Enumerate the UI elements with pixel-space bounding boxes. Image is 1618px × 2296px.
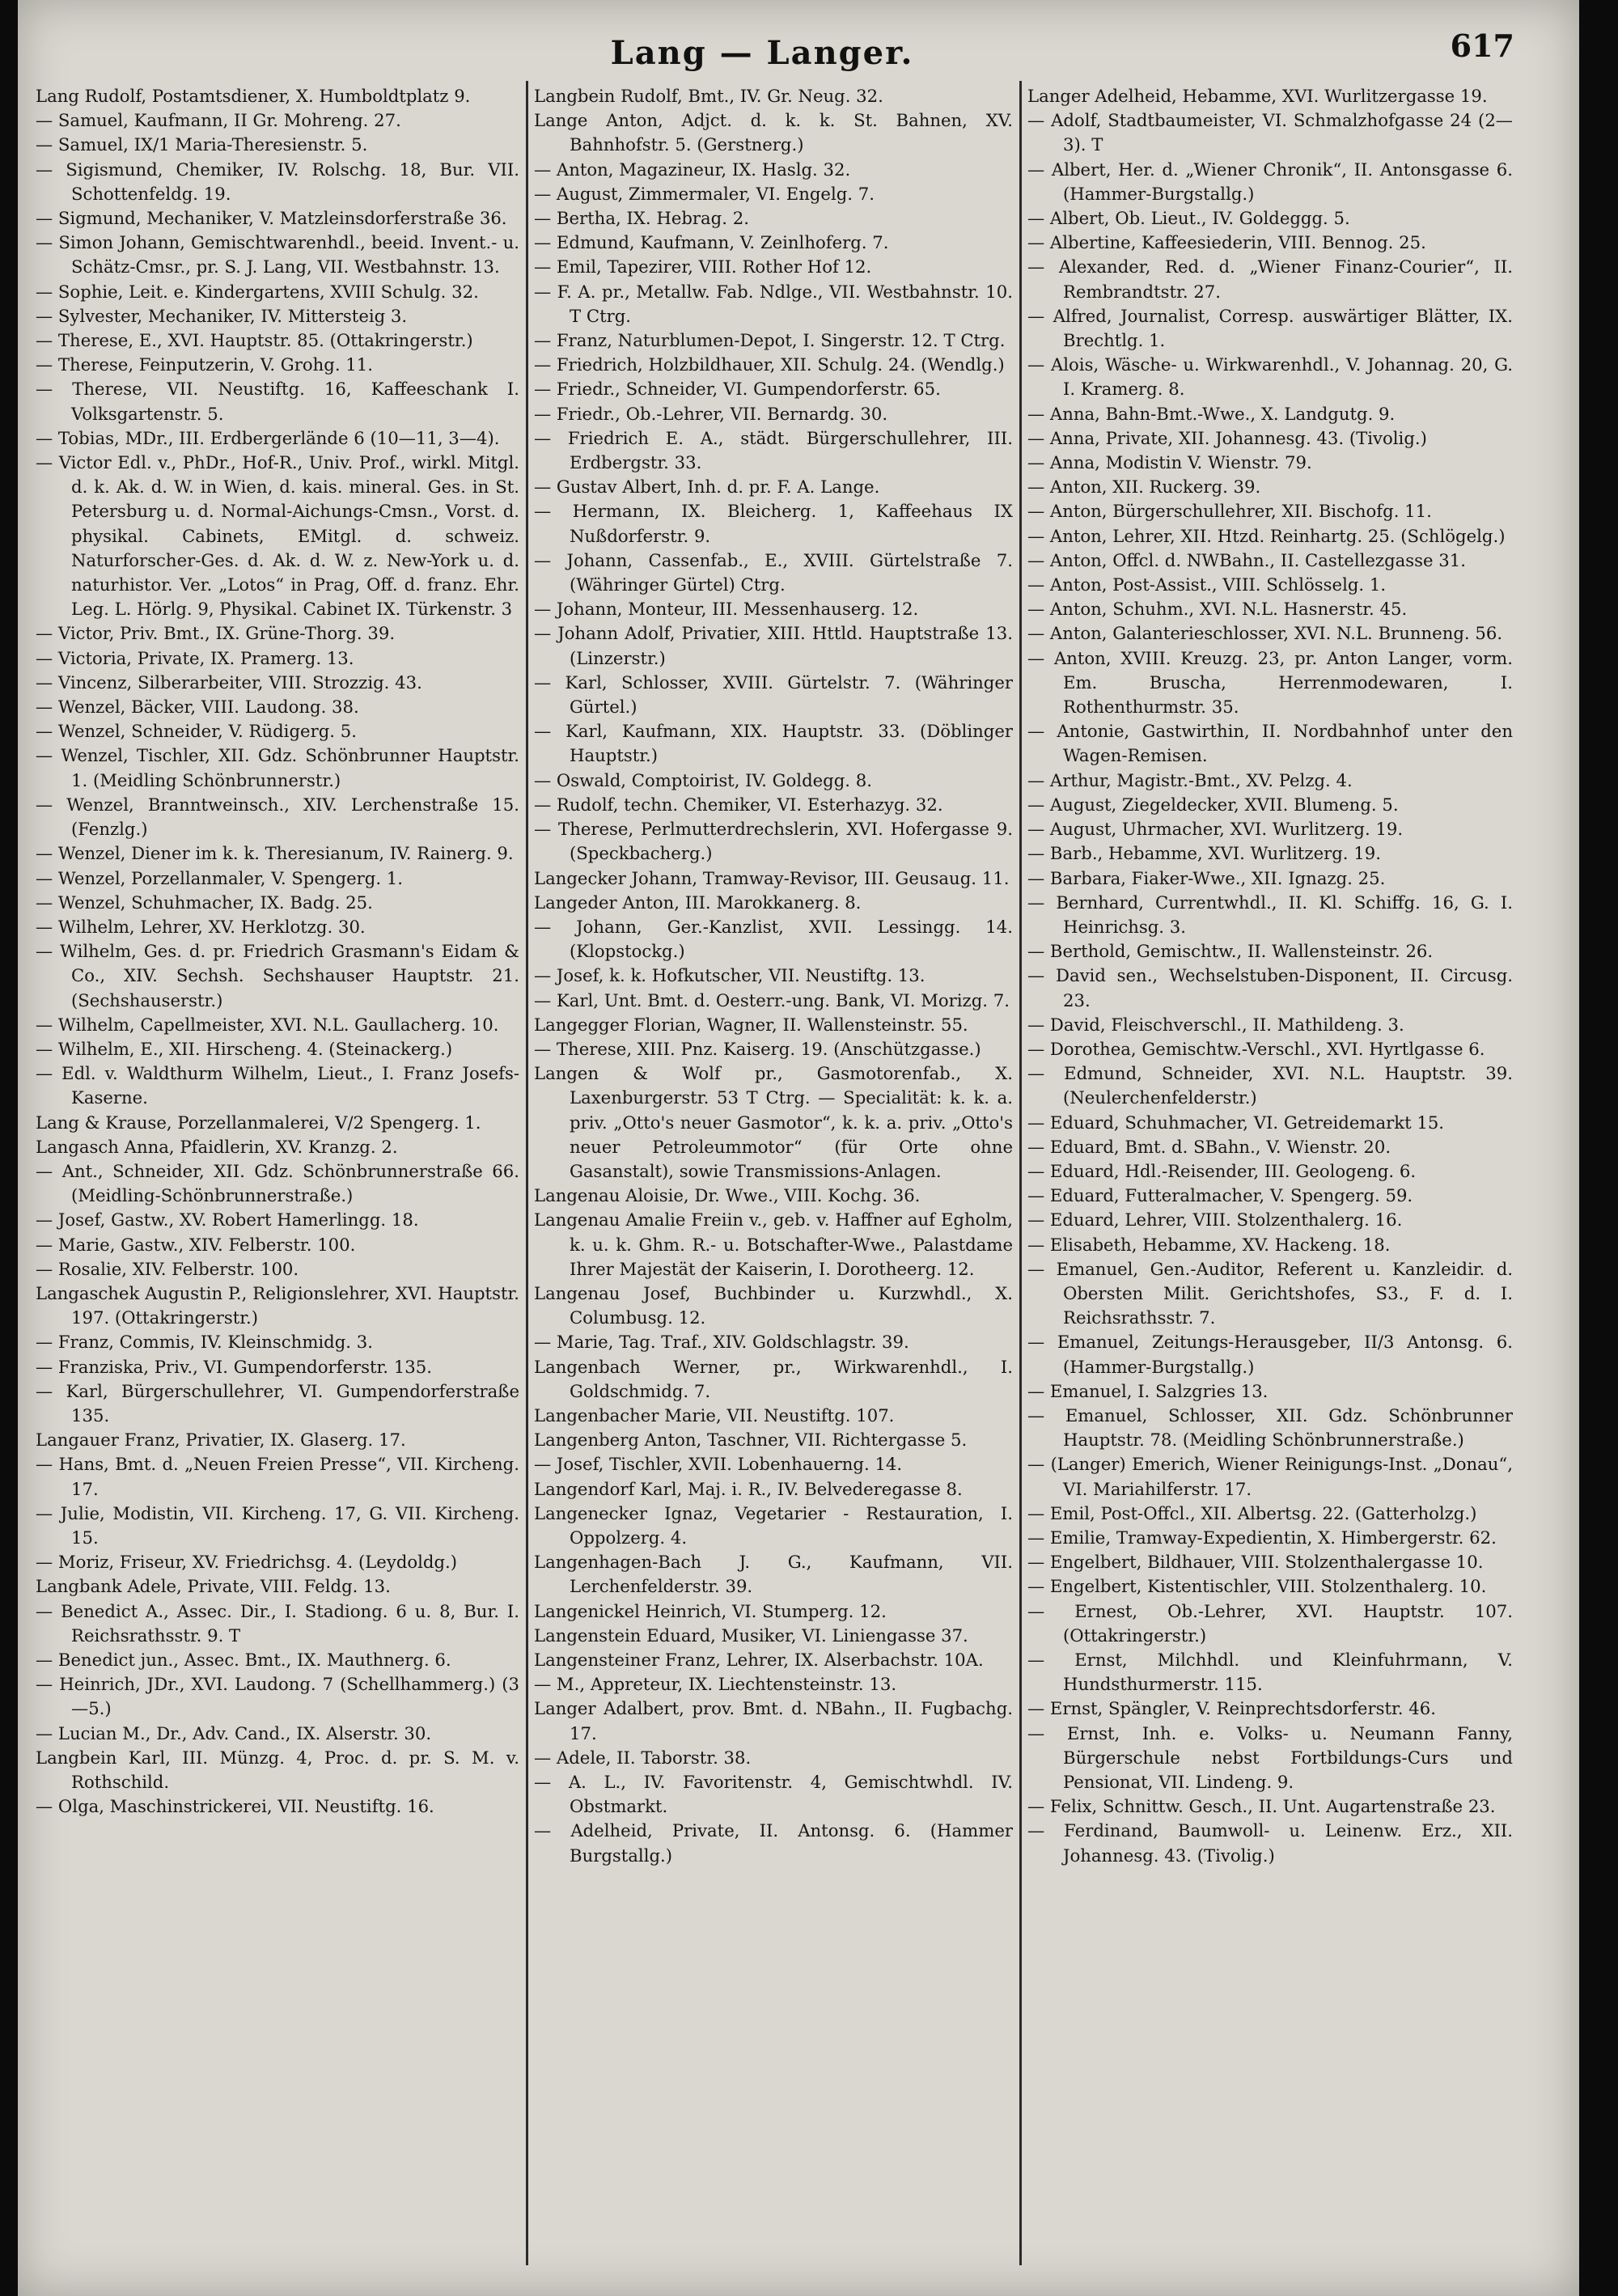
directory-entry: — Wilhelm, Ges. d. pr. Friedrich Grasmann's Eidam & Co., XIV. Sechsh. Sechshauser Hauptstr. 21. (Sechshauserstr.) <box>36 941 519 1010</box>
directory-entry: — Therese, Feinputzerin, V. Grohg. 11. <box>36 354 373 375</box>
directory-entry: — Antonie, Gastwirthin, II. Nordbahnhof unter den Wagen-Remisen. <box>1027 721 1513 766</box>
directory-entry: — Felix, Schnittw. Gesch., II. Unt. Augartenstraße 23. <box>1027 1796 1496 1817</box>
page-number: 617 <box>1450 28 1514 64</box>
directory-entry: — A. L., IV. Favoritenstr. 4, Gemischtwhdl. IV. Obstmarkt. <box>534 1772 1013 1817</box>
directory-entry: — M., Appreteur, IX. Liechtensteinstr. 13. <box>534 1674 897 1695</box>
directory-entry: — Ernst, Spängler, V. Reinprechtsdorferstr. 46. <box>1027 1698 1436 1719</box>
directory-entry: — Vincenz, Silberarbeiter, VIII. Strozzig. 43. <box>36 671 422 693</box>
directory-entry: Langenstein Eduard, Musiker, VI. Liniengasse 37. <box>534 1625 968 1646</box>
directory-entry: — Emanuel, Gen.-Auditor, Referent u. Kanzleidir. d. Obersten Milit. Gerichtshofes, S3., F. d. I. Reichsrathsstr. 7. <box>1027 1258 1513 1328</box>
directory-entry: — Barbara, Fiaker-Wwe., XII. Ignazg. 25. <box>1027 867 1386 888</box>
directory-page <box>18 0 1579 2296</box>
directory-entry: — Bertha, IX. Hebrag. 2. <box>534 208 749 229</box>
directory-entry: — Anton, Magazineur, IX. Haslg. 32. <box>534 159 851 180</box>
directory-entry: — Oswald, Comptoirist, IV. Goldegg. 8. <box>534 769 872 790</box>
directory-entry: — Anton, XVIII. Kreuzg. 23, pr. Anton Langer, vorm. Em. Bruscha, Herrenmodewaren, I. Rothenthurmstr. 35. <box>1027 647 1513 718</box>
directory-entry: — Benedict jun., Assec. Bmt., IX. Mauthnerg. 6. <box>36 1650 451 1670</box>
directory-entry: — Karl, Bürgerschullehrer, VI. Gumpendorferstraße 135. <box>36 1380 519 1425</box>
directory-entry: — Sigismund, Chemiker, IV. Rolschg. 18, Bur. VII. Schottenfeldg. 19. <box>36 159 519 204</box>
directory-entry: Langauer Franz, Privatier, IX. Glaserg. 17. <box>36 1430 406 1451</box>
directory-entry: — Emil, Tapezirer, VIII. Rother Hof 12. <box>534 256 872 277</box>
directory-entry: — Bernhard, Currentwhdl., II. Kl. Schiffg. 16, G. I. Heinrichsg. 3. <box>1027 892 1513 937</box>
directory-entry: — Therese, E., XVI. Hauptstr. 85. (Ottakringerstr.) <box>36 330 473 351</box>
directory-entry: — Alois, Wäsche- u. Wirkwarenhdl., V. Johannag. 20, G. I. Kramerg. 8. <box>1027 354 1513 400</box>
directory-entry: — Rudolf, techn. Chemiker, VI. Esterhazyg. 32. <box>534 794 943 815</box>
directory-entry: Langaschek Augustin P., Religionslehrer, XVI. Hauptstr. 197. (Ottakringerstr.) <box>36 1282 519 1328</box>
directory-entry: — Anton, XII. Ruckerg. 39. <box>1027 477 1261 498</box>
directory-entry: — Emanuel, Schlosser, XII. Gdz. Schönbrunner Hauptstr. 78. (Meidling Schönbrunnerstraße.) <box>1027 1404 1513 1451</box>
directory-entry: — Anton, Bürgerschullehrer, XII. Bischofg. 11. <box>1027 501 1432 522</box>
directory-entry: — Ernst, Inh. e. Volks- u. Neumann Fanny, Bürgerschule nebst Fortbildungs-Curs und Pensionat, VII. Lindeng. 9. <box>1027 1722 1513 1793</box>
directory-entry: — Julie, Modistin, VII. Kircheng. 17, G. VII. Kircheng. 15. <box>36 1502 519 1548</box>
directory-entry: Langer Adelheid, Hebamme, XVI. Wurlitzergasse 19. <box>1027 86 1488 106</box>
directory-entry: — Berthold, Gemischtw., II. Wallensteinstr. 26. <box>1027 941 1434 962</box>
directory-entry: — Ernest, Ob.-Lehrer, XVI. Hauptstr. 107. (Ottakringerstr.) <box>1027 1600 1513 1646</box>
directory-entry: Langen & Wolf pr., Gasmotorenfab., X. Laxenburgerstr. 53 T Ctrg. — Specialität: k. k. a. priv. „Otto's neuer Gasmotor“, k. k. a. priv. „Otto's neuer Petroleummotor“ (für Orte ohne Gasanstalt), sowie Transmissions-Anlagen. <box>534 1063 1013 1181</box>
directory-entry: — Edmund, Kaufmann, V. Zeinlhoferg. 7. <box>534 232 889 253</box>
directory-entry: — Josef, Gastw., XV. Robert Hamerlingg. 18. <box>36 1209 419 1231</box>
directory-entry: — Benedict A., Assec. Dir., I. Stadiong. 6 u. 8, Bur. I. Reichsrathsstr. 9. T <box>36 1600 519 1646</box>
directory-entry: — Johann, Cassenfab., E., XVIII. Gürtelstraße 7. (Währinger Gürtel) Ctrg. <box>534 549 1013 595</box>
directory-entry: — Karl, Schlosser, XVIII. Gürtelstr. 7. (Währinger Gürtel.) <box>534 671 1013 718</box>
directory-entry: — Elisabeth, Hebamme, XV. Hackeng. 18. <box>1027 1234 1391 1255</box>
directory-entry: — Sylvester, Mechaniker, IV. Mittersteig 3. <box>36 305 408 326</box>
directory-entry: — August, Uhrmacher, XVI. Wurlitzerg. 19. <box>1027 819 1404 840</box>
directory-entry: — Adolf, Stadtbaumeister, VI. Schmalzhofgasse 24 (2—3). T <box>1027 110 1513 155</box>
directory-entry: — Wenzel, Bäcker, VIII. Laudong. 38. <box>36 697 359 718</box>
directory-entry: — Emil, Post-Offcl., XII. Albertsg. 22. (Gatterholzg.) <box>1027 1502 1477 1523</box>
page-title: Lang — Langer. <box>610 34 914 72</box>
directory-entry: Langeder Anton, III. Marokkanerg. 8. <box>534 892 862 913</box>
directory-entry: — Victor Edl. v., PhDr., Hof-R., Univ. Prof., wirkl. Mitgl. d. k. Ak. d. W. in Wien, d. kais. mineral. Ges. in St. Petersburg u. d. Normal-Aichungs-Cmsn., Vorst. d. physikal. Cabinets, EMitgl. d. schweiz. Naturforscher-Ges. d. Ak. d. W. z. New-York u. d. naturhistor. Ver. „Lotos“ in Prag, Off. d. franz. Ehr. Leg. L. Hörlg. 9, Physikal. Cabinet IX. Türkenstr. 3 <box>36 452 519 620</box>
directory-entry: — Eduard, Futteralmacher, V. Spengerg. 59. <box>1027 1185 1413 1206</box>
directory-entry: — Karl, Unt. Bmt. d. Oesterr.-ung. Bank, VI. Morizg. 7. <box>534 989 1010 1010</box>
directory-entry: — Anton, Offcl. d. NWBahn., II. Castellezgasse 31. <box>1027 549 1466 570</box>
directory-entry: — August, Zimmermaler, VI. Engelg. 7. <box>534 183 875 204</box>
directory-entry: — Anton, Post-Assist., VIII. Schlösselg. 1. <box>1027 574 1387 595</box>
directory-entry: — Anna, Bahn-Bmt.-Wwe., X. Landgutg. 9. <box>1027 403 1396 424</box>
directory-entry: — Sophie, Leit. e. Kindergartens, XVIII Schulg. 32. <box>36 281 479 302</box>
directory-entry: — Wenzel, Branntweinsch., XIV. Lerchenstraße 15. (Fenzlg.) <box>36 794 519 840</box>
column-divider <box>526 81 528 2265</box>
column-divider <box>1019 81 1022 2265</box>
directory-entry: — Eduard, Bmt. d. SBahn., V. Wienstr. 20. <box>1027 1136 1391 1157</box>
directory-entry: — Friedrich, Holzbildhauer, XII. Schulg. 24. (Wendlg.) <box>534 354 1005 375</box>
directory-entry: — Dorothea, Gemischtw.-Verschl., XVI. Hyrtlgasse 6. <box>1027 1038 1485 1059</box>
directory-entry: — Albert, Her. d. „Wiener Chronik“, II. Antonsgasse 6. (Hammer-Burgstallg.) <box>1027 159 1513 204</box>
directory-entry: — F. A. pr., Metallw. Fab. Ndlge., VII. Westbahnstr. 10. T Ctrg. <box>534 281 1013 326</box>
directory-entry: Langbein Karl, III. Münzg. 4, Proc. d. pr. S. M. v. Rothschild. <box>36 1747 519 1793</box>
directory-entry: — Moriz, Friseur, XV. Friedrichsg. 4. (Leydoldg.) <box>36 1552 458 1573</box>
directory-entry: — Engelbert, Kistentischler, VIII. Stolzenthalerg. 10. <box>1027 1576 1487 1597</box>
directory-entry: — Engelbert, Bildhauer, VIII. Stolzenthalergasse 10. <box>1027 1552 1484 1573</box>
directory-entry: Langenecker Ignaz, Vegetarier - Restauration, I. Oppolzerg. 4. <box>534 1502 1013 1548</box>
directory-entry: — Emanuel, Zeitungs-Herausgeber, II/3 Antonsg. 6. (Hammer-Burgstallg.) <box>1027 1332 1513 1377</box>
directory-entry: — Adelheid, Private, II. Antonsg. 6. (Hammer Burgstallg.) <box>534 1820 1013 1866</box>
directory-entry: — Ferdinand, Baumwoll- u. Leinenw. Erz., XII. Johannesg. 43. (Tivolig.) <box>1027 1820 1513 1866</box>
directory-entry: — Wenzel, Tischler, XII. Gdz. Schönbrunner Hauptstr. 1. (Meidling Schönbrunnerstr.) <box>36 745 519 790</box>
directory-entry: Langenau Aloisie, Dr. Wwe., VIII. Kochg. 36. <box>534 1185 921 1206</box>
directory-entry: — Therese, Perlmutterdrechslerin, XVI. Hofergasse 9. (Speckbacherg.) <box>534 819 1013 864</box>
directory-entry: — Victoria, Private, IX. Pramerg. 13. <box>36 647 354 668</box>
directory-entry: — (Langer) Emerich, Wiener Reinigungs-Inst. „Donau“, VI. Mariahilferstr. 17. <box>1027 1454 1513 1499</box>
directory-entry: Langenbacher Marie, VII. Neustiftg. 107. <box>534 1404 895 1425</box>
column-2 <box>534 84 1013 2268</box>
directory-entry: — Gustav Albert, Inh. d. pr. F. A. Lange. <box>534 477 880 498</box>
directory-entry: — Wilhelm, Capellmeister, XVI. N.L. Gaullacherg. 10. <box>36 1014 499 1035</box>
directory-entry: — Rosalie, XIV. Felberstr. 100. <box>36 1258 299 1279</box>
directory-entry: Langbank Adele, Private, VIII. Feldg. 13. <box>36 1576 391 1597</box>
directory-entry: — Samuel, Kaufmann, II Gr. Mohreng. 27. <box>36 110 401 131</box>
directory-entry: — Wilhelm, Lehrer, XV. Herklotzg. 30. <box>36 916 366 937</box>
directory-entry: — Albertine, Kaffeesiederin, VIII. Bennog. 25. <box>1027 232 1426 253</box>
directory-entry: Langasch Anna, Pfaidlerin, XV. Kranzg. 2. <box>36 1136 398 1157</box>
directory-entry: — Wenzel, Schuhmacher, IX. Badg. 25. <box>36 892 373 913</box>
directory-entry: — August, Ziegeldecker, XVII. Blumeng. 5. <box>1027 794 1399 815</box>
directory-entry: — Heinrich, JDr., XVI. Laudong. 7 (Schellhammerg.) (3—5.) <box>36 1674 519 1719</box>
directory-entry: — Eduard, Lehrer, VIII. Stolzenthalerg. 16. <box>1027 1209 1403 1231</box>
directory-entry: Langenhagen-Bach J. G., Kaufmann, VII. Lerchenfelderstr. 39. <box>534 1552 1013 1597</box>
directory-entry: — Karl, Kaufmann, XIX. Hauptstr. 33. (Döblinger Hauptstr.) <box>534 721 1013 766</box>
directory-entry: Langenberg Anton, Taschner, VII. Richtergasse 5. <box>534 1430 968 1451</box>
directory-entry: — Eduard, Schuhmacher, VI. Getreidemarkt 15. <box>1027 1112 1445 1133</box>
directory-entry: — Johann Adolf, Privatier, XIII. Httld. Hauptstraße 13. (Linzerstr.) <box>534 623 1013 668</box>
directory-entry: — Tobias, MDr., III. Erdbergerlände 6 (10—11, 3—4). <box>36 427 500 448</box>
directory-entry: — Friedr., Ob.-Lehrer, VII. Bernardg. 30. <box>534 403 888 424</box>
directory-entry: — David, Fleischverschl., II. Mathildeng. 3. <box>1027 1014 1404 1035</box>
directory-entry: Langendorf Karl, Maj. i. R., IV. Belvederegasse 8. <box>534 1478 963 1499</box>
directory-entry: — Hans, Bmt. d. „Neuen Freien Presse“, VII. Kircheng. 17. <box>36 1454 519 1499</box>
page-header <box>50 23 1514 79</box>
directory-entry: Lange Anton, Adjct. d. k. k. St. Bahnen, XV. Bahnhofstr. 5. (Gerstnerg.) <box>534 110 1013 155</box>
directory-entry: — Josef, k. k. Hofkutscher, VII. Neustiftg. 13. <box>534 965 925 986</box>
directory-entry: — Marie, Tag. Traf., XIV. Goldschlagstr. 39. <box>534 1332 909 1353</box>
directory-entry: — Anton, Schuhm., XVI. N.L. Hasnerstr. 45. <box>1027 599 1408 620</box>
directory-entry: — Therese, XIII. Pnz. Kaiserg. 19. (Anschützgasse.) <box>534 1038 981 1059</box>
directory-entry: — Franziska, Priv., VI. Gumpendorferstr. 135. <box>36 1356 432 1377</box>
directory-entry: — Edl. v. Waldthurm Wilhelm, Lieut., I. Franz Josefs-Kaserne. <box>36 1063 519 1108</box>
directory-entry: — Therese, VII. Neustiftg. 16, Kaffeeschank I. Volksgartenstr. 5. <box>36 379 519 424</box>
directory-entry: Langenbach Werner, pr., Wirkwarenhdl., I. Goldschmidg. 7. <box>534 1356 1013 1401</box>
directory-entry: — Ant., Schneider, XII. Gdz. Schönbrunnerstraße 66. (Meidling-Schönbrunnerstraße.) <box>36 1160 519 1206</box>
directory-entry: Lang & Krause, Porzellanmalerei, V/2 Spengerg. 1. <box>36 1112 481 1133</box>
column-3 <box>1027 84 1513 2268</box>
directory-entry: — Albert, Ob. Lieut., IV. Goldeggg. 5. <box>1027 208 1350 229</box>
directory-entry: — Anna, Private, XII. Johannesg. 43. (Tivolig.) <box>1027 427 1427 448</box>
directory-entry: — Ernst, Milchhdl. und Kleinfuhrmann, V. Hundsthurmerstr. 115. <box>1027 1650 1513 1695</box>
directory-entry: Langecker Johann, Tramway-Revisor, III. Geusaug. 11. <box>534 867 1010 888</box>
directory-entry: Langbein Rudolf, Bmt., IV. Gr. Neug. 32. <box>534 86 883 106</box>
directory-entry: Langenau Josef, Buchbinder u. Kurzwhdl., X. Columbusg. 12. <box>534 1282 1013 1328</box>
directory-entry: — Simon Johann, Gemischtwarenhdl., beeid. Invent.- u. Schätz-Cmsr., pr. S. J. Lang, VII. Westbahnstr. 13. <box>36 232 519 277</box>
directory-entry: — David sen., Wechselstuben-Disponent, II. Circusg. 23. <box>1027 965 1513 1010</box>
directory-entry: — Arthur, Magistr.-Bmt., XV. Pelzg. 4. <box>1027 769 1353 790</box>
directory-entry: — Franz, Commis, IV. Kleinschmidg. 3. <box>36 1332 373 1353</box>
directory-entry: Lang Rudolf, Postamtsdiener, X. Humboldtplatz 9. <box>36 86 471 106</box>
directory-entry: — Josef, Tischler, XVII. Lobenhauerng. 14. <box>534 1454 903 1475</box>
directory-entry: — Alfred, Journalist, Corresp. auswärtiger Blätter, IX. Brechtlg. 1. <box>1027 305 1513 351</box>
directory-entry: — Emanuel, I. Salzgries 13. <box>1027 1380 1269 1401</box>
directory-entry: — Marie, Gastw., XIV. Felberstr. 100. <box>36 1234 356 1255</box>
directory-entry: — Friedrich E. A., städt. Bürgerschullehrer, III. Erdbergstr. 33. <box>534 427 1013 473</box>
directory-entry: Langegger Florian, Wagner, II. Wallensteinstr. 55. <box>534 1014 968 1035</box>
directory-entry: — Barb., Hebamme, XVI. Wurlitzerg. 19. <box>1027 843 1381 864</box>
directory-entry: — Anton, Lehrer, XII. Htzd. Reinhartg. 25. (Schlögelg.) <box>1027 525 1506 546</box>
directory-entry: — Alexander, Red. d. „Wiener Finanz-Courier“, II. Rembrandtstr. 27. <box>1027 256 1513 302</box>
directory-entry: — Wenzel, Diener im k. k. Theresianum, IV. Rainerg. 9. <box>36 843 514 864</box>
directory-entry: — Victor, Priv. Bmt., IX. Grüne-Thorg. 39. <box>36 623 396 644</box>
directory-entry: — Anna, Modistin V. Wienstr. 79. <box>1027 452 1312 473</box>
directory-entry: — Franz, Naturblumen-Depot, I. Singerstr. 12. T Ctrg. <box>534 330 1006 351</box>
directory-entry: — Wenzel, Schneider, V. Rüdigerg. 5. <box>36 721 357 742</box>
directory-entry: — Wilhelm, E., XII. Hirscheng. 4. (Steinackerg.) <box>36 1038 453 1059</box>
column-1 <box>36 84 519 2268</box>
directory-entry: — Emilie, Tramway-Expedientin, X. Himbergerstr. 62. <box>1027 1527 1497 1548</box>
directory-entry: — Friedr., Schneider, VI. Gumpendorferstr. 65. <box>534 379 941 400</box>
directory-entry: — Sigmund, Mechaniker, V. Matzleinsdorferstraße 36. <box>36 208 507 229</box>
directory-entry: — Anton, Galanterieschlosser, XVI. N.L. Brunneng. 56. <box>1027 623 1503 644</box>
directory-entry: — Edmund, Schneider, XVI. N.L. Hauptstr. 39. (Neulerchenfelderstr.) <box>1027 1063 1513 1108</box>
directory-entry: Langer Adalbert, prov. Bmt. d. NBahn., II. Fugbachg. 17. <box>534 1698 1013 1743</box>
directory-entry: — Wenzel, Porzellanmaler, V. Spengerg. 1. <box>36 867 404 888</box>
directory-entry: Langenau Amalie Freiin v., geb. v. Haffner auf Egholm, k. u. k. Ghm. R.- u. Botschafter-Wwe., Palastdame Ihrer Majestät der Kaiserin, I. Dorotheerg. 12. <box>534 1209 1013 1279</box>
directory-entry: Langensteiner Franz, Lehrer, IX. Alserbachstr. 10A. <box>534 1650 984 1670</box>
directory-entry: Langenickel Heinrich, VI. Stumperg. 12. <box>534 1600 887 1621</box>
directory-entry: — Lucian M., Dr., Adv. Cand., IX. Alserstr. 30. <box>36 1722 432 1743</box>
directory-entry: — Hermann, IX. Bleicherg. 1, Kaffeehaus IX Nußdorferstr. 9. <box>534 501 1013 546</box>
directory-entry: — Eduard, Hdl.-Reisender, III. Geologeng. 6. <box>1027 1160 1417 1181</box>
directory-entry: — Olga, Maschinstrickerei, VII. Neustiftg. 16. <box>36 1796 434 1817</box>
directory-entry: — Johann, Ger.-Kanzlist, XVII. Lessingg. 14. (Klopstockg.) <box>534 916 1013 962</box>
directory-entry: — Johann, Monteur, III. Messenhauserg. 12. <box>534 599 919 620</box>
directory-entry: — Adele, II. Taborstr. 38. <box>534 1747 752 1768</box>
directory-entry: — Samuel, IX/1 Maria-Theresienstr. 5. <box>36 134 368 155</box>
